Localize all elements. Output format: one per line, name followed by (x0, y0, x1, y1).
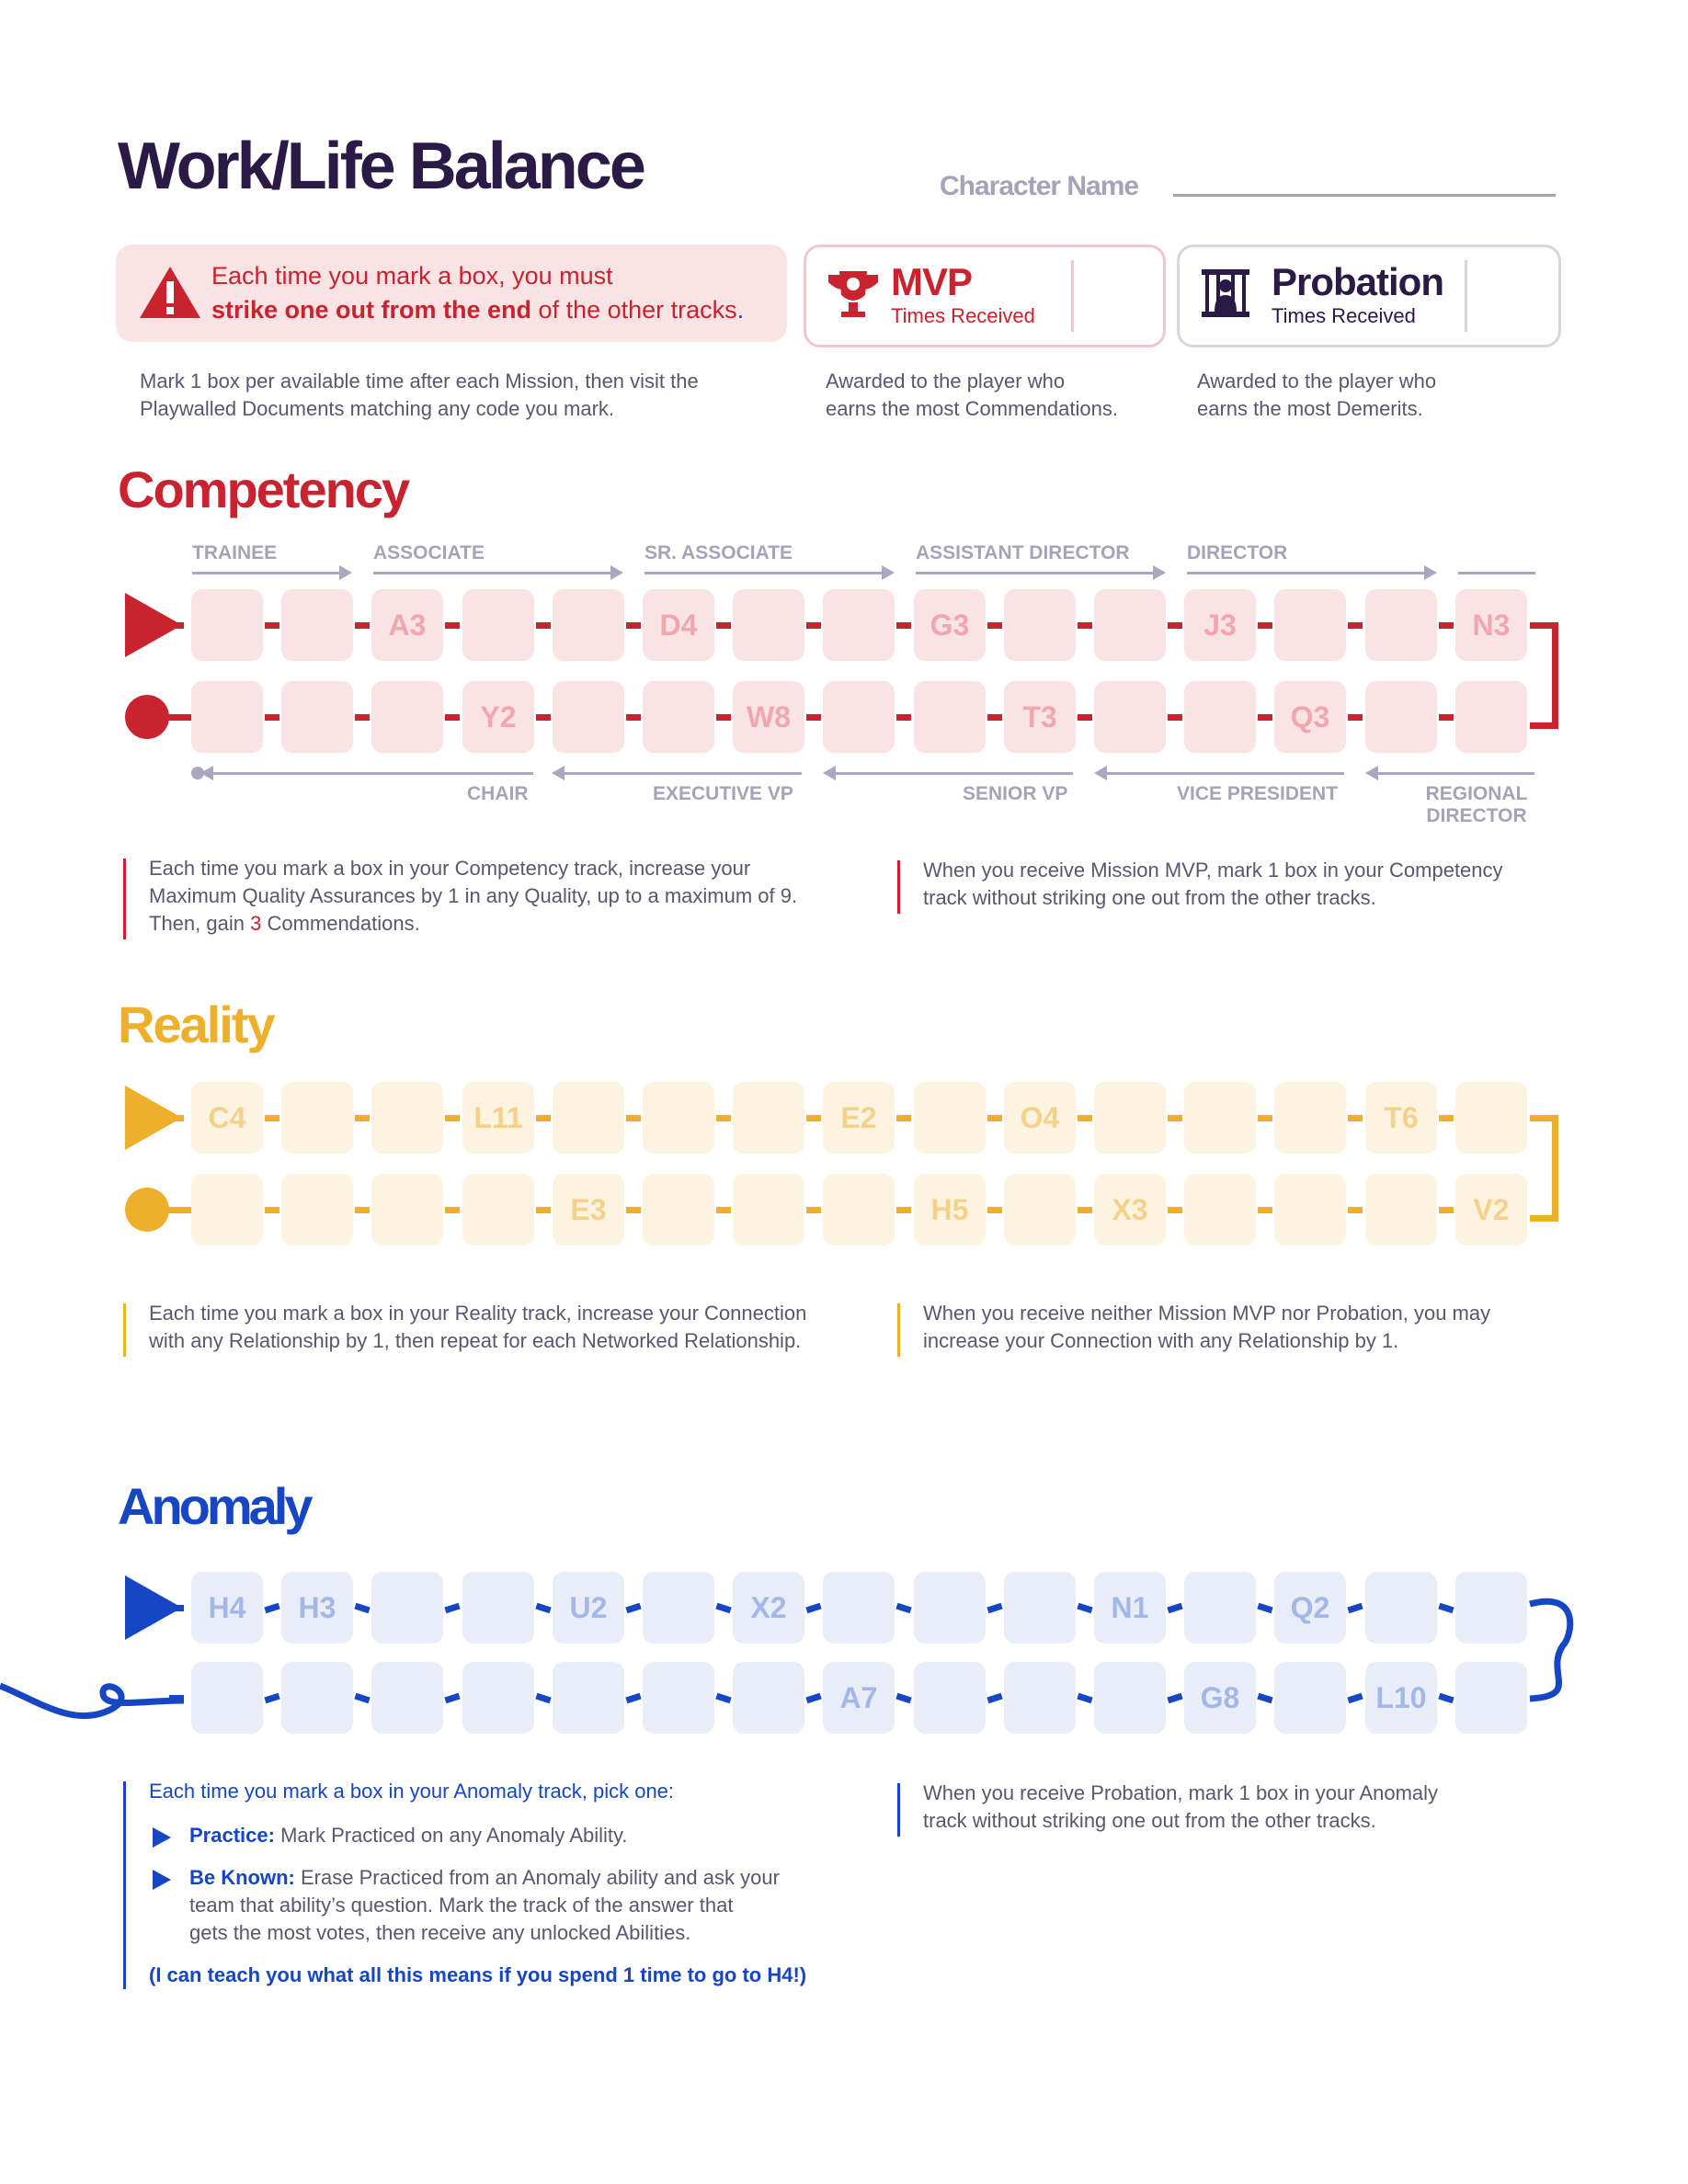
known-line-2: team that ability’s question. Mark the track of the answer that (189, 1894, 734, 1917)
anomaly-box[interactable]: X2 (733, 1572, 804, 1644)
rank-regional-line-2: DIRECTOR (1426, 805, 1527, 826)
reality-box[interactable]: X3 (1094, 1174, 1166, 1246)
reality-left-line-1: Each time you mark a box in your Reality track, increase your Connection (149, 1302, 807, 1325)
competency-gain-text: Then, gain (149, 912, 251, 935)
competency-box[interactable]: N3 (1455, 589, 1527, 661)
competency-left-line-2: Maximum Quality Assurances by 1 in any Quality, up to a maximum of 9. (149, 884, 798, 907)
anomaly-left-bar (123, 1781, 126, 1989)
rank-senior-vp: SENIOR VP (963, 783, 1068, 804)
competency-box[interactable]: W8 (733, 681, 804, 753)
anomaly-box[interactable]: U2 (553, 1572, 624, 1644)
competency-box[interactable]: G3 (914, 589, 986, 661)
reality-box[interactable]: E2 (823, 1082, 895, 1154)
reality-box[interactable]: V2 (1455, 1174, 1527, 1246)
competency-box[interactable]: Y2 (462, 681, 534, 753)
anomaly-turn-squiggle (1530, 1601, 1570, 1699)
rank-trainee: TRAINEE (192, 542, 278, 563)
page-title: Work/Life Balance (118, 130, 644, 203)
probation-note-line-1: Awarded to the player who (1197, 370, 1437, 392)
anomaly-box[interactable]: H3 (281, 1572, 353, 1644)
anomaly-known-option (149, 1864, 903, 1947)
rank-sr-associate: SR. ASSOCIATE (644, 542, 793, 563)
warning-rest: of the other track (531, 296, 725, 324)
known-text-1: Erase Practiced from an Anomaly ability and ask your (294, 1866, 780, 1889)
anomaly-box[interactable]: L10 (1365, 1662, 1437, 1734)
mvp-title: MVP (891, 260, 973, 303)
known-label: Be Known: (189, 1866, 295, 1889)
mvp-subtitle: Times Received (891, 304, 1035, 327)
intro-note-line-2: Playwalled Documents matching any code you mark. (140, 397, 615, 420)
rank-vice-president: VICE PRESIDENT (1177, 783, 1339, 804)
anomaly-box[interactable]: Q2 (1274, 1572, 1346, 1644)
anomaly-right-line-1: When you receive Probation, mark 1 box in your Anomaly (923, 1781, 1439, 1804)
probation-subtitle: Times Received (1272, 304, 1416, 327)
anomaly-intro: Each time you mark a box in your Anomaly track, pick one: (149, 1780, 675, 1803)
competency-title: Competency (118, 461, 409, 518)
competency-left-line-1: Each time you mark a box in your Competency track, increase your (149, 857, 751, 880)
anomaly-practice-option (149, 1822, 903, 1849)
mvp-note-line-2: earns the most Commendations. (826, 397, 1118, 420)
anomaly-box[interactable]: A7 (823, 1662, 895, 1734)
anomaly-box[interactable]: G8 (1184, 1662, 1256, 1734)
competency-gain-number: 3 (250, 912, 262, 935)
practice-text: Mark Practiced on any Anomaly Ability. (274, 1824, 628, 1847)
reality-box[interactable]: E3 (553, 1174, 624, 1246)
reality-box[interactable]: T6 (1365, 1082, 1437, 1154)
rank-executive-vp: EXECUTIVE VP (653, 783, 793, 804)
warning-s: s (724, 296, 737, 324)
anomaly-right-line-2: track without striking one out from the other tracks. (923, 1809, 1376, 1832)
warning-bold: strike one out from the end (211, 296, 532, 324)
intro-note-line-1: Mark 1 box per available time after each Mission, then visit the (140, 370, 699, 392)
competency-gain-unit: Commendations. (261, 912, 420, 935)
reality-left-line-2: with any Relationship by 1, then repeat for each Networked Relationship. (149, 1329, 802, 1352)
reality-box[interactable]: O4 (1004, 1082, 1076, 1154)
known-line-1 (189, 1864, 903, 1892)
competency-right-line-1: When you receive Mission MVP, mark 1 box in your Competency (923, 859, 1503, 882)
mvp-note-line-1: Awarded to the player who (826, 370, 1066, 392)
reality-box[interactable]: H5 (914, 1174, 986, 1246)
reality-right-line-2: increase your Connection with any Relationship by 1. (923, 1329, 1399, 1352)
rank-associate: ASSOCIATE (373, 542, 485, 563)
rank-chair: CHAIR (467, 783, 529, 804)
known-line-3: gets the most votes, then receive any unlocked Abilities. (189, 1921, 691, 1944)
anomaly-right-text (897, 1780, 1603, 1835)
anomaly-right-bar (897, 1783, 900, 1837)
reality-title: Reality (118, 995, 274, 1053)
reality-right-line-1: When you receive neither Mission MVP nor Probation, you may (923, 1302, 1491, 1325)
competency-box[interactable]: Q3 (1274, 681, 1346, 753)
anomaly-teach-note: (I can teach you what all this means if you spend 1 time to go to H4!) (149, 1963, 807, 1986)
rank-assistant-director: ASSISTANT DIRECTOR (916, 542, 1130, 563)
anomaly-box[interactable]: H4 (191, 1572, 263, 1644)
anomaly-title-text: Anomaly (118, 1477, 310, 1535)
reality-box[interactable]: C4 (191, 1082, 263, 1154)
probation-title: Probation (1272, 260, 1443, 303)
rank-regional-line-1: REGIONAL (1425, 783, 1528, 804)
competency-box[interactable]: D4 (643, 589, 714, 661)
competency-box[interactable]: J3 (1184, 589, 1256, 661)
anomaly-tail-squiggle (0, 1686, 184, 1716)
warning-dot: . (736, 296, 745, 324)
competency-box[interactable]: A3 (371, 589, 443, 661)
practice-label: Practice: (189, 1824, 275, 1847)
probation-note-line-2: earns the most Demerits. (1197, 397, 1423, 420)
character-name-label: Character Name (940, 171, 1139, 201)
warning-line-1: Each time you mark a box, you must (211, 262, 613, 290)
rank-director: DIRECTOR (1187, 542, 1288, 563)
anomaly-left-text (123, 1778, 903, 1989)
anomaly-box[interactable]: N1 (1094, 1572, 1166, 1644)
competency-right-line-2: track without striking one out from the other tracks. (923, 886, 1376, 909)
reality-box[interactable]: L11 (462, 1082, 534, 1154)
competency-box[interactable]: T3 (1004, 681, 1076, 753)
